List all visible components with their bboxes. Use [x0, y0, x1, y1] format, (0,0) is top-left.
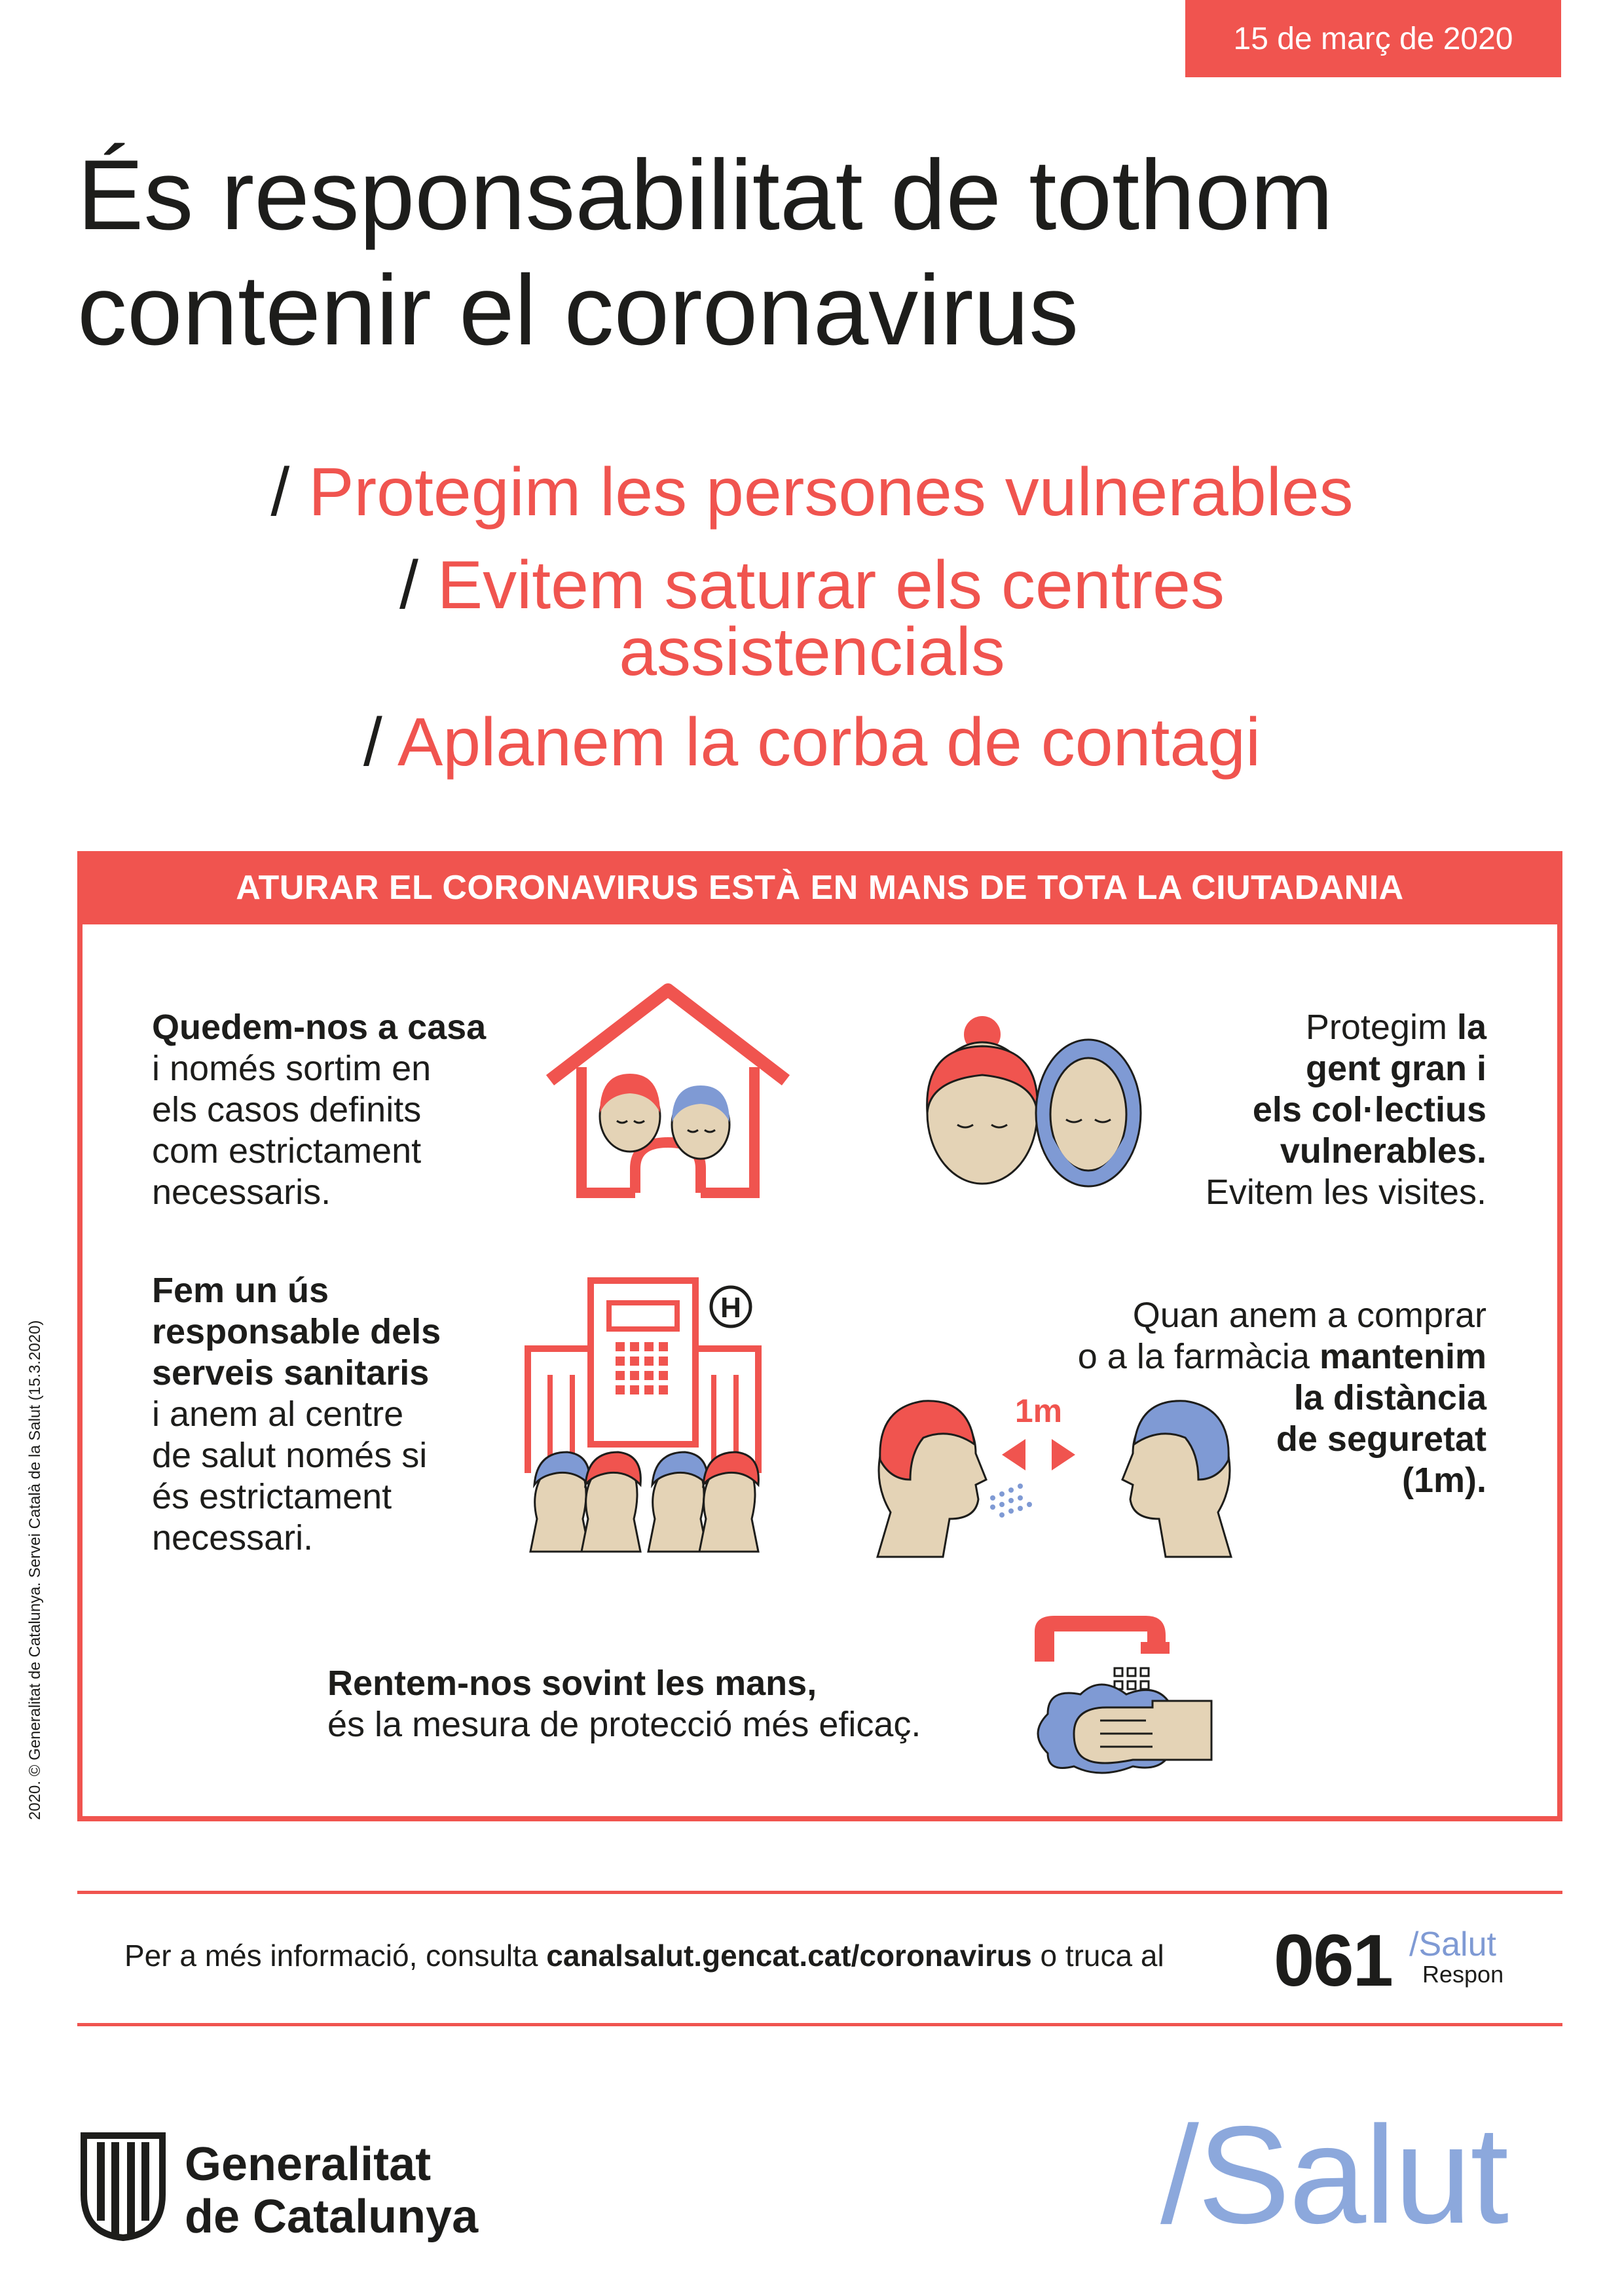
footer-divider-bottom: [77, 2023, 1562, 2026]
salut-respon-logo: /Salut: [1409, 1925, 1496, 1963]
title-line-1: És responsabilitat de tothom: [77, 139, 1333, 251]
page-title: [77, 137, 1583, 368]
footer-divider-top: [77, 1891, 1562, 1894]
generalitat-name-line1: Generalitat: [185, 2138, 432, 2191]
slogan-1: / Protegim les persones vulnerables: [270, 454, 1354, 530]
copyright-credit: 2020. © Generalitat de Catalunya. Servei Català de la Salut (15.3.2020): [26, 1320, 44, 1820]
date-badge: 15 de març de 2020: [1185, 0, 1561, 77]
hospital-icon: [524, 1277, 799, 1552]
slogan-3: / Aplanem la corba de contagi: [363, 704, 1261, 780]
handwash-icon: [1035, 1603, 1231, 1779]
info-link[interactable]: canalsalut.gencat.cat/coronavirus: [546, 1939, 1032, 1973]
distance-badge: 1m: [1014, 1393, 1063, 1429]
stay-home-text: Quedem-nos a casa i només sortim en els casos definits com estrictament necessaris.: [152, 1008, 487, 1212]
info-line: Per a més informació, consulta canalsalut.gencat.cat/coronavirus o truca al: [124, 1939, 1164, 1973]
house-icon: [544, 982, 792, 1198]
protect-text: Protegim la gent gran i els col·lectius vulnerables. Evitem les visites.: [1205, 1008, 1486, 1212]
slogan-2-cont: assistencials: [619, 614, 1005, 690]
generalitat-name-line2: de Catalunya: [185, 2191, 479, 2243]
respon-label: Respon: [1422, 1961, 1504, 1988]
generalitat-shield-icon: [77, 2129, 169, 2240]
slogan-2: / Evitem saturar els centres: [399, 547, 1225, 623]
distance-icon: [871, 1381, 1238, 1558]
hospital-letter: H: [720, 1292, 741, 1324]
handwash-text: Rentem-nos sovint les mans, és la mesura de protecció més eficaç.: [327, 1664, 921, 1744]
salut-brand: /Salut: [1160, 2097, 1508, 2252]
phone-number[interactable]: 061: [1274, 1920, 1392, 2001]
health-services-text: Fem un ús responsable dels serveis sanitaris i anem al centre de salut només si és estrictament necessari.: [152, 1271, 441, 1558]
title-line-2: contenir el coronavirus: [77, 255, 1079, 366]
distance-text: Quan anem a comprar o a la farmàcia mantenim la distància de seguretat (1m).: [1077, 1296, 1486, 1500]
panel-header: ATURAR EL CORONAVIRUS ESTÀ EN MANS DE TOTA LA CIUTADANIA: [77, 851, 1562, 924]
